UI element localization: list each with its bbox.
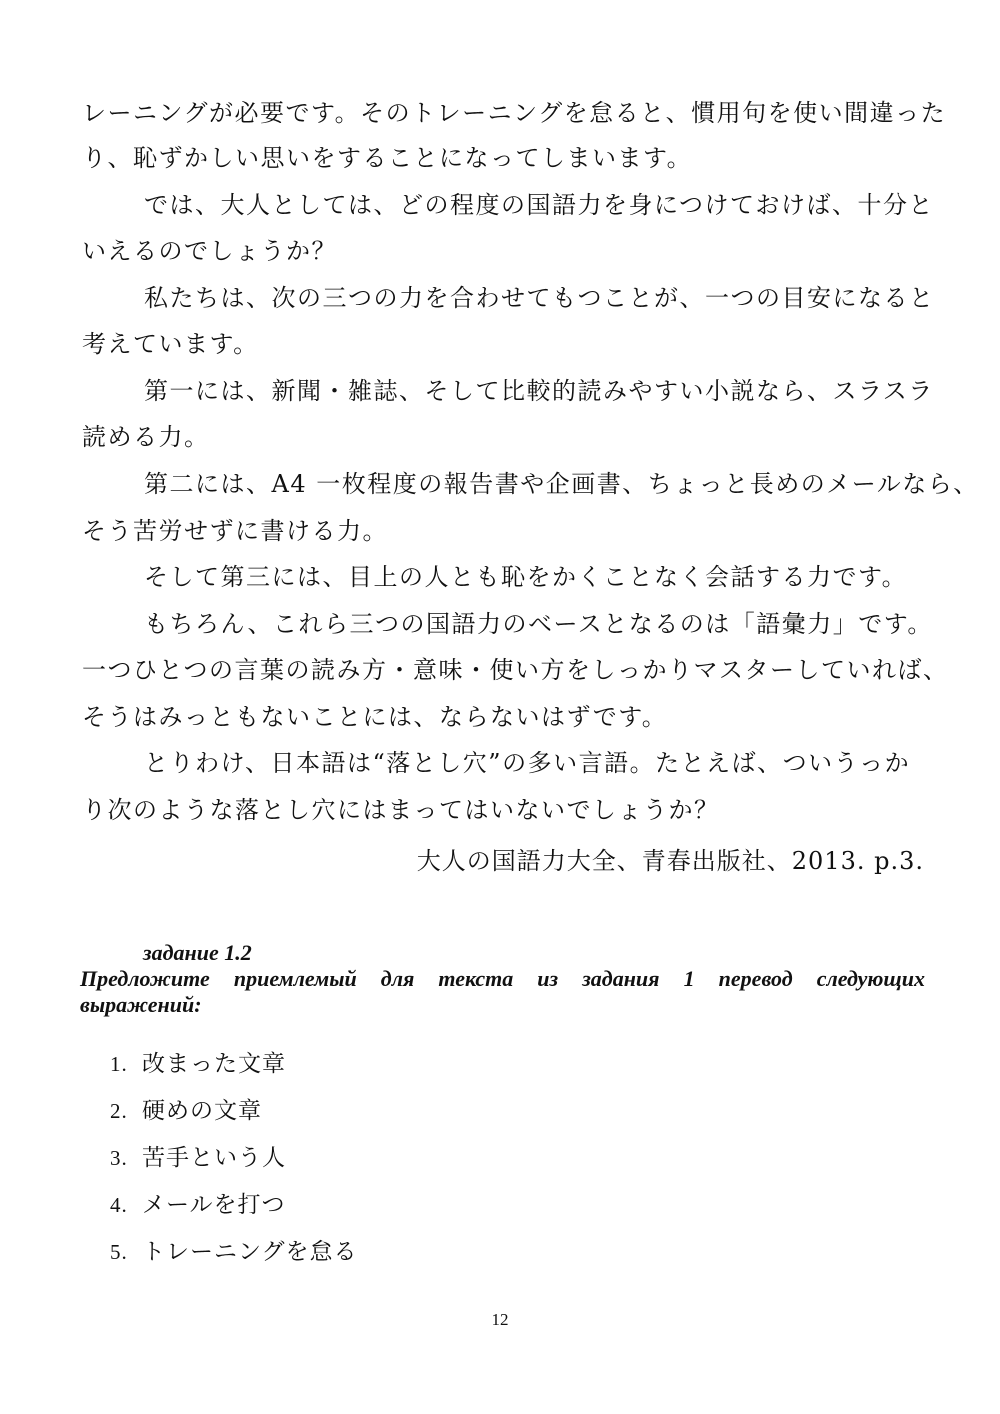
phrase-list xyxy=(110,1048,358,1283)
body-text-line: レーニングが必要です。そのトレーニングを怠ると、慣用句を使い間違った xyxy=(82,99,947,127)
list-item xyxy=(110,1189,358,1236)
list-item-text: トレーニングを怠る xyxy=(142,1239,358,1265)
body-text-line: 考えています。 xyxy=(82,330,259,358)
page-number: 12 xyxy=(491,1310,509,1329)
body-text-line: 読める力。 xyxy=(82,423,210,451)
list-item-number: 3. xyxy=(110,1146,128,1170)
body-text-line: そして第三には、目上の人とも恥をかくことなく会話する力です。 xyxy=(144,563,908,591)
body-text-line: そうはみっともないことには、ならないはずです。 xyxy=(82,703,668,731)
task-number: задание 1.2 xyxy=(143,940,252,965)
list-item-text: 改まった文章 xyxy=(142,1051,286,1077)
task-instruction: Предложите приемлемый для текста из задания 1 перевод следующих выражений: xyxy=(80,966,925,1017)
list-item xyxy=(110,1095,358,1142)
list-item-text: メールを打つ xyxy=(142,1192,286,1218)
list-item-text: 硬めの文章 xyxy=(142,1098,262,1124)
source-citation: 大人の国語力大全、青春出版社、2013. p.3. xyxy=(416,847,924,875)
list-item-number: 1. xyxy=(110,1052,128,1076)
body-text-line: もちろん、これら三つの国語力のベースとなるのは「語彙力」です。 xyxy=(144,610,933,638)
body-text-line: 第二には、A4 一枚程度の報告書や企画書、ちょっと長めのメールなら、 xyxy=(144,470,979,498)
body-text-line: 第一には、新聞・雑誌、そして比較的読みやすい小説なら、スラスラ xyxy=(144,377,934,405)
body-text-line: り、恥ずかしい思いをすることになってしまいます。 xyxy=(82,144,693,172)
list-item-number: 2. xyxy=(110,1099,128,1123)
body-text-line: 一つひとつの言葉の読み方・意味・使い方をしっかりマスターしていれば、 xyxy=(82,656,949,684)
body-text-line: では、大人としては、どの程度の国語力を身につけておけば、十分と xyxy=(144,191,935,219)
list-item-text: 苦手という人 xyxy=(142,1145,286,1171)
list-item xyxy=(110,1048,358,1095)
list-item-number: 5. xyxy=(110,1240,128,1264)
list-item-number: 4. xyxy=(110,1193,128,1217)
body-text-line: そう苦労せずに書ける力。 xyxy=(82,517,388,545)
body-text-line: り次のような落とし穴にはまってはいないでしょうか？ xyxy=(82,796,720,824)
list-item xyxy=(110,1236,358,1283)
body-text-line: 私たちは、次の三つの力を合わせてもつことが、一つの目安になると xyxy=(144,284,935,312)
body-text-line: いえるのでしょうか？ xyxy=(82,237,337,265)
list-item xyxy=(110,1142,358,1189)
body-text-line: とりわけ、日本語は“落とし穴”の多い言語。たとえば、ついうっか xyxy=(144,749,911,777)
